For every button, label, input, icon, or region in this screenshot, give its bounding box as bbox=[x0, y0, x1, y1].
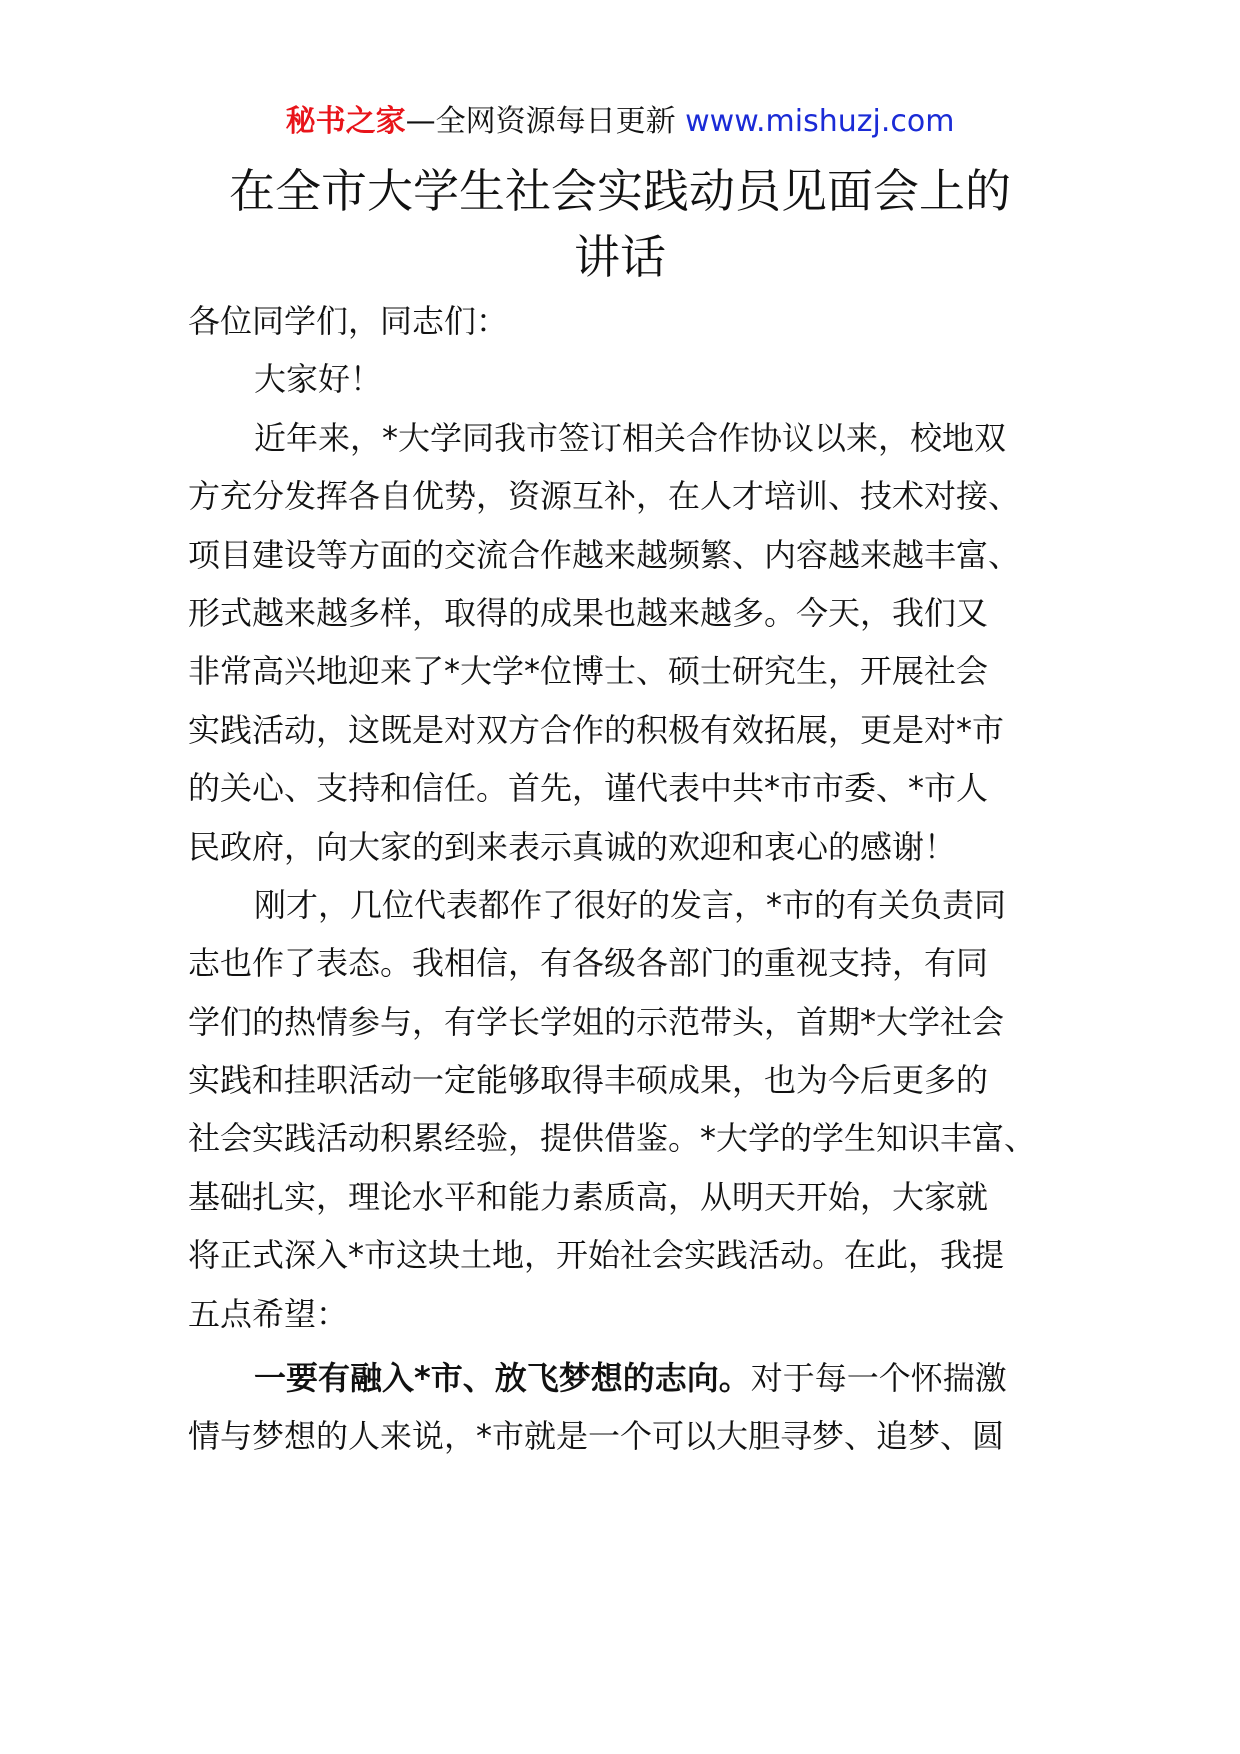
paragraph-2-line: 刚才，几位代表都作了很好的发言，*市的有关负责同 bbox=[254, 885, 1007, 924]
paragraph-1-line: 民政府，向大家的到来表示真诚的欢迎和衷心的感谢！ bbox=[188, 827, 957, 866]
site-header bbox=[0, 100, 1240, 144]
paragraph-2-line: 社会实践活动积累经验，提供借鉴。*大学的学生知识丰富、 bbox=[188, 1119, 1037, 1158]
paragraph-2-line: 志也作了表态。我相信，有各级各部门的重视支持，有同 bbox=[188, 944, 989, 983]
paragraph-1-line: 实践活动，这既是对双方合作的积极有效拓展，更是对*市 bbox=[188, 710, 1005, 749]
section-1-text: 对于每一个怀揣激 bbox=[750, 1359, 1007, 1398]
paragraph-1-line: 近年来，*大学同我市签订相关合作协议以来，校地双 bbox=[254, 418, 1007, 457]
paragraph-3-line bbox=[188, 1349, 1068, 1407]
section-1-heading: 一要有融入*市、放飞梦想的志向。 bbox=[254, 1359, 751, 1398]
document-body bbox=[188, 292, 1068, 1466]
site-tagline: —全网资源每日更新 bbox=[405, 104, 686, 139]
paragraph-2-line: 实践和挂职活动一定能够取得丰硕成果，也为今后更多的 bbox=[188, 1061, 989, 1100]
site-brand: 秘书之家 bbox=[285, 104, 406, 139]
paragraph-1-line: 方充分发挥各自优势，资源互补，在人才培训、技术对接、 bbox=[188, 477, 1021, 516]
salutation: 各位同学们，同志们： bbox=[188, 302, 509, 340]
paragraph-1-line: 非常高兴地迎来了*大学*位博士、硕士研究生，开展社会 bbox=[188, 652, 989, 691]
paragraph-2-line: 将正式深入*市这块土地，开始社会实践活动。在此，我提 bbox=[188, 1236, 1005, 1275]
greeting: 大家好！ bbox=[254, 360, 383, 399]
title-line-1: 在全市大学生社会实践动员见面会上的 bbox=[229, 164, 1011, 218]
site-url-link[interactable]: www.mishuzj.com bbox=[685, 104, 955, 139]
title-line-2: 讲话 bbox=[574, 230, 666, 284]
paragraph-2-line: 基础扎实，理论水平和能力素质高，从明天开始，大家就 bbox=[188, 1177, 989, 1216]
paragraph-1-line: 的关心、支持和信任。首先，谨代表中共*市市委、*市人 bbox=[188, 769, 989, 808]
paragraph-1-line: 项目建设等方面的交流合作越来越频繁、内容越来越丰富、 bbox=[188, 535, 1021, 574]
paragraph-2-line: 五点希望： bbox=[188, 1294, 349, 1333]
paragraph-3-line: 情与梦想的人来说，*市就是一个可以大胆寻梦、追梦、圆 bbox=[188, 1417, 1005, 1456]
paragraph-1-line: 形式越来越多样，取得的成果也越来越多。今天，我们又 bbox=[188, 593, 989, 632]
paragraph-2-line: 学们的热情参与，有学长学姐的示范带头，首期*大学社会 bbox=[188, 1002, 1005, 1041]
document-title bbox=[160, 158, 1080, 290]
